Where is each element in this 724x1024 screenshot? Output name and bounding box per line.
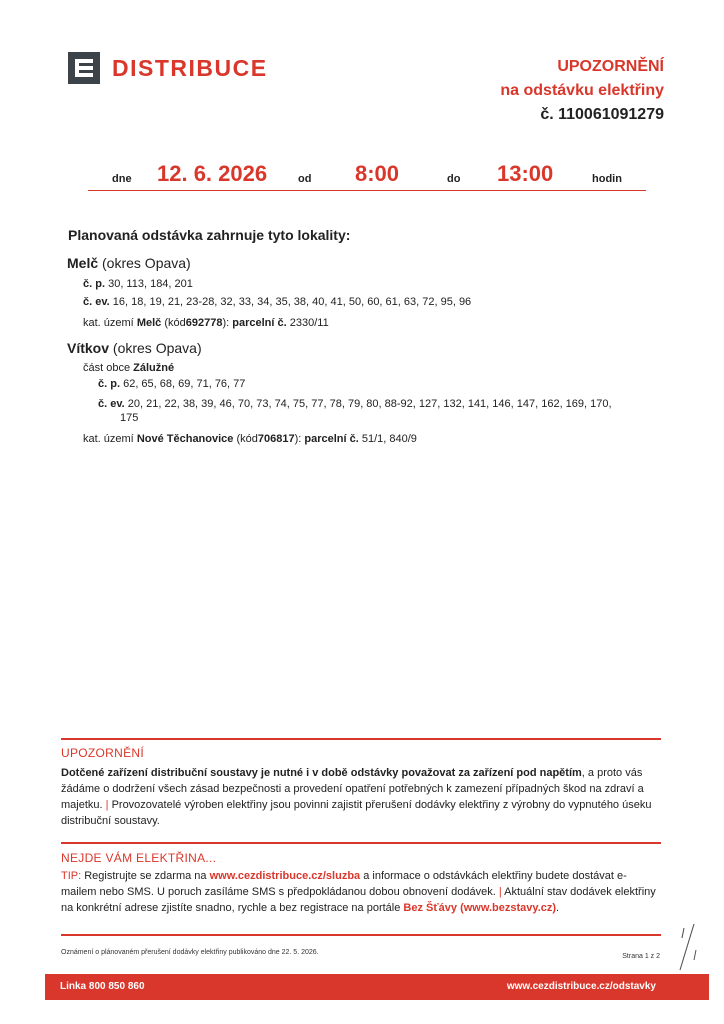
brand-logo [68,52,268,84]
tip-text-3: Aktuální stav dodávek elektřiny na konkrétní adrese zjistíte snadno, rychle a bez registrace na portále [61,886,656,914]
kat-code: 706817 [257,433,295,445]
warning-text-2: Provozovatelé výroben elektřiny jsou povinni zajistit přerušení dodávky elektřiny z výrobny do vypnutého úseku distribuční soustavy. [61,799,652,827]
kat-code-prefix: (kód [164,317,186,329]
date-label: dne [112,173,132,185]
brand-name: DISTRIBUCE [112,54,268,81]
parcel-values: 2330/11 [289,317,329,329]
notice-number: č. 110061091279 [540,106,664,123]
location-1-district: (okres Opava) [102,255,191,271]
kat-code-suffix: ): [222,317,230,329]
kat-code: 692778 [185,317,223,329]
hotline: Linka 800 850 860 [60,981,145,992]
cev-values: 16, 18, 19, 21, 23-28, 32, 33, 34, 35, 38, 40, 41, 50, 60, 61, 63, 72, 95, 96 [112,296,472,308]
location-2-cev-cont: 175 [120,412,139,424]
location-2-title [67,340,202,356]
part-prefix: část obce [83,362,131,374]
separator: | [498,886,502,898]
tip-text [61,868,661,916]
kat-prefix: kat. území [83,317,134,329]
divider [61,738,661,740]
location-1-title [67,255,191,271]
location-1-cp [83,277,193,292]
location-2-part [83,361,174,376]
cp-values: 62, 65, 68, 69, 71, 76, 77 [123,378,246,390]
location-1-name: Melč [67,255,99,271]
parcel-label: parcelní č. [232,317,287,329]
location-2-district: (okres Opava) [112,340,202,356]
kat-prefix: kat. území [83,433,134,445]
separator: | [105,799,109,811]
from-time: 8:00 [355,161,400,186]
location-2-cadastral [83,432,417,447]
location-2-cev [98,397,678,412]
kat-name: Melč [136,317,162,329]
tip-label: TIP: [61,870,82,882]
cp-values: 30, 113, 184, 201 [108,278,193,290]
to-label: do [447,173,461,185]
footer-website-link[interactable]: www.cezdistribuce.cz/odstavky [506,981,656,992]
warning-text [61,765,661,829]
notice-title: UPOZORNĚNÍ [557,58,664,75]
divider [61,934,661,936]
divider [61,842,661,844]
footer-bar [45,974,709,1000]
location-2-cp [98,377,245,392]
warning-title: UPOZORNĚNÍ [61,746,145,760]
part-name: Zálužné [133,362,175,374]
warning-bold-text: Dotčené zařízení distribuční soustavy je nutné i v době odstávky považovat za zařízení pod napětím [61,767,582,779]
warning-text-1: , a proto vás žádáme o dodržení všech zásad bezpečnosti a provedení opatření potřebných k zamezení případných škod na zdraví a majetku. [61,767,644,811]
parcel-values: 51/1, 840/9 [361,433,417,445]
kat-code-prefix: (kód [236,433,258,445]
portal-name: Bez Šťávy [403,902,457,914]
notice-subtitle: na odstávku elektřiny [500,82,664,99]
kat-name: Nové Těchanovice [136,433,234,445]
tip-end: . [556,902,560,914]
tip-title: NEJDE VÁM ELEKTŘINA... [61,851,217,865]
publication-note: Oznámení o plánovaném přerušení dodávky elektřiny publikováno dne 22. 5. 2026. [61,949,319,956]
notice-header [500,55,664,127]
cev-label: č. ev. [98,398,125,410]
location-1-cadastral [83,316,329,331]
to-time: 13:00 [497,161,554,186]
cev-label: č. ev. [83,296,110,308]
cez-logo-icon [68,52,100,84]
kat-code-suffix: ): [294,433,302,445]
handwritten-initials [672,920,706,976]
tip-text-1: Registrujte se zdarma na [84,870,207,882]
location-2-name: Vítkov [67,340,110,356]
page-number: Strana 1 z 2 [622,953,660,960]
portal-link[interactable]: (www.bezstavy.cz) [460,902,557,914]
schedule-row [88,156,646,191]
cp-label: č. p. [98,378,121,390]
cev-values-line1: 20, 21, 22, 38, 39, 46, 70, 73, 74, 75, 77, 78, 79, 80, 88-92, 127, 132, 141, 146, 147, 162, 169, 170, [127,398,612,410]
parcel-label: parcelní č. [304,433,359,445]
location-1-cev [83,295,683,310]
registration-link[interactable]: www.cezdistribuce.cz/sluzba [209,870,361,882]
tip-text-2: a informace o odstávkách elektřiny budete dostávat e-mailem nebo SMS. U poruch zasíláme SMS s předpokládanou dobou obnovení dodávek. [61,870,627,898]
locations-heading: Planovaná odstávka zahrnuje tyto lokality: [68,227,351,243]
date-value: 12. 6. 2026 [157,161,268,186]
cp-label: č. p. [83,278,106,290]
from-label: od [298,173,312,185]
unit-label: hodin [592,173,622,185]
